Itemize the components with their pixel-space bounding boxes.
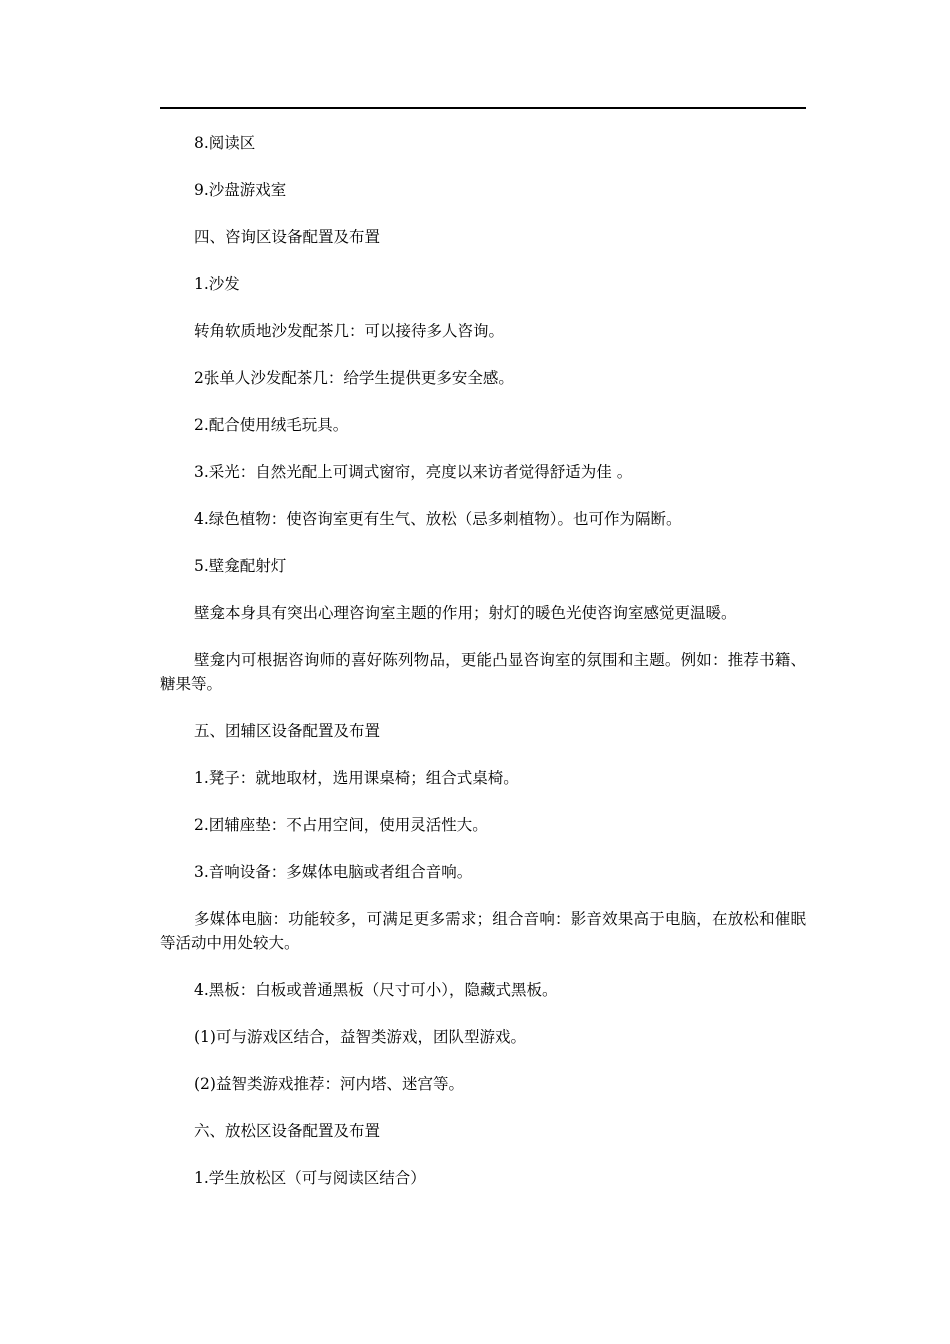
paragraph-niche-spotlight: 5.壁龛配射灯 (194, 557, 287, 575)
paragraph-audio: 3.音响设备：多媒体电脑或者组合音响。 (194, 863, 473, 881)
paragraph-corner-sofa: 转角软质地沙发配茶几：可以接待多人咨询。 (194, 322, 505, 340)
section-heading-relax-area: 六、放松区设备配置及布置 (194, 1122, 381, 1140)
document-body (160, 131, 806, 1213)
paragraph-cushions: 2.团辅座垫：不占用空间，使用灵活性大。 (194, 816, 488, 834)
paragraph-item-sandplay-room: 9.沙盘游戏室 (194, 181, 287, 199)
section-heading-group-area: 五、团辅区设备配置及布置 (194, 722, 381, 740)
paragraph-plants: 4.绿色植物：使咨询室更有生气、放松（忌多刺植物）。也可作为隔断。 (194, 510, 682, 528)
header-rule (160, 107, 806, 109)
paragraph-games-recommend: (2)益智类游戏推荐：河内塔、迷宫等。 (194, 1075, 464, 1093)
paragraph-single-sofa: 2张单人沙发配茶几：给学生提供更多安全感。 (194, 369, 514, 387)
paragraph-lighting: 3.采光：自然光配上可调式窗帘，亮度以来访者觉得舒适为佳 。 (194, 463, 633, 481)
paragraph-blackboard: 4.黑板：白板或普通黑板（尺寸可小），隐藏式黑板。 (194, 981, 558, 999)
section-heading-consulting-area: 四、咨询区设备配置及布置 (194, 228, 381, 246)
paragraph-item-sofa: 1.沙发 (194, 275, 240, 293)
paragraph-stools: 1.凳子：就地取材，选用课桌椅；组合式桌椅。 (194, 769, 519, 787)
paragraph-niche-function: 壁龛本身具有突出心理咨询室主题的作用；射灯的暖色光使咨询室感觉更温暖。 (194, 604, 737, 622)
paragraph-student-relax: 1.学生放松区（可与阅读区结合） (194, 1169, 426, 1187)
paragraph-multimedia: 多媒体电脑：功能较多，可满足更多需求；组合音响：影音效果高于电脑，在放松和催眠等活动中用处较大。 (160, 910, 806, 952)
paragraph-plush-toys: 2.配合使用绒毛玩具。 (194, 416, 349, 434)
paragraph-item-reading-area: 8.阅读区 (194, 134, 256, 152)
paragraph-games-combine: (1)可与游戏区结合，益智类游戏，团队型游戏。 (194, 1028, 526, 1046)
paragraph-niche-display: 壁龛内可根据咨询师的喜好陈列物品，更能凸显咨询室的氛围和主题。例如：推荐书籍、糖果等。 (160, 651, 806, 693)
